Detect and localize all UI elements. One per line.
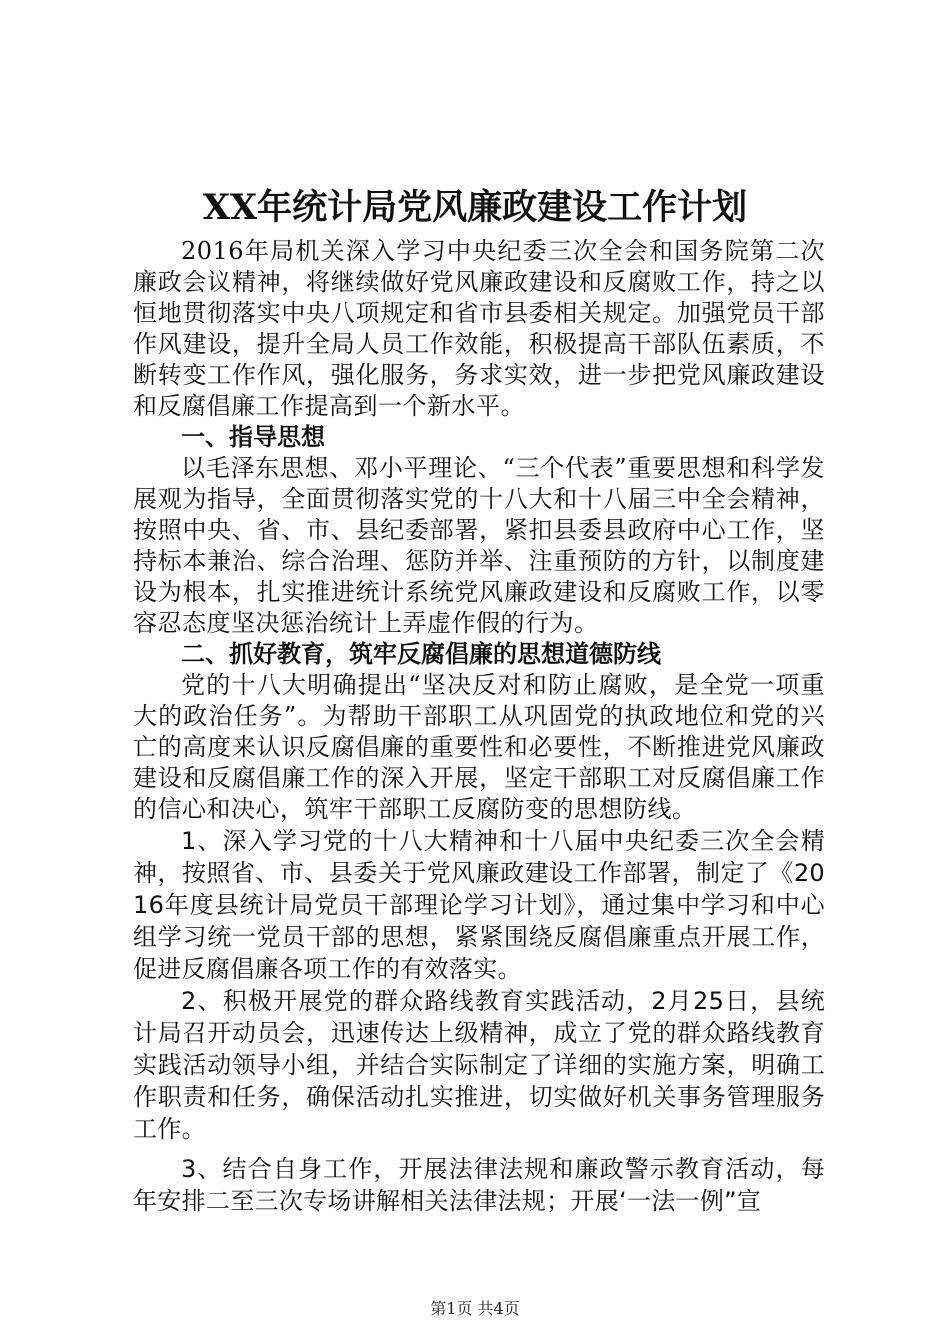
numbered-items [133, 825, 825, 1217]
section-heading-guiding-thought: 一、指导思想 [181, 423, 325, 451]
section-heading-education: 二、抓好教育，筑牢反腐倡廉的思想道德防线 [181, 640, 661, 668]
document-body [133, 236, 825, 1217]
paragraph-guiding-thought: 以毛泽东思想、邓小平理论、“三个代表”重要思想和科学发展观为指导，全面贯彻落实党的十八大和十八届三中全会精神，按照中央、省、市、县纪委部署，紧扣县委县政府中心工作，坚持标本兼治、综合治理、惩防并举、注重预防的方针，以制度建设为根本，扎实推进统计系统党风廉政建设和反腐败工作，以零容忍态度坚决惩治统计上弄虚作假的行为。 [133, 454, 825, 637]
paragraph-education: 党的十八大明确提出“坚决反对和防止腐败，是全党一项重大的政治任务”。为帮助干部职工从巩固党的执政地位和党的兴亡的高度来认识反腐倡廉的重要性和必要性，不断推进党风廉政建设和反腐倡廉工作的深入开展，坚定干部职工对反腐倡廉工作的信心和决心，筑牢干部职工反腐防变的思想防线。 [133, 671, 825, 823]
document-title: XX年统计局党风廉政建设工作计划 [202, 187, 748, 228]
list-item: 3、结合自身工作，开展法律法规和廉政警示教育活动，每年安排二至三次专场讲解相关法律法规；开展‘一法一例”宣 [133, 1155, 825, 1215]
list-item: 1、深入学习党的十八大精神和十八届中央纪委三次全会精神，按照省、市、县委关于党风廉政建设工作部署，制定了《2016年度县统计局党员干部理论学习计划》，通过集中学习和中心组学习统一党员干部的思想，紧紧围绕反腐倡廉重点开展工作，促进反腐倡廉各项工作的有效落实。 [133, 827, 825, 983]
paragraph-intro: 2016年局机关深入学习中央纪委三次全会和国务院第二次廉政会议精神，将继续做好党风廉政建设和反腐败工作，持之以恒地贯彻落实中央八项规定和省市县委相关规定。加强党员干部作风建设，提升全局人员工作效能，积极提高干部队伍素质，不断转变工作作风，强化服务，务求实效，进一步把党风廉政建设和反腐倡廉工作提高到一个新水平。 [133, 237, 825, 420]
list-item: 2、积极开展党的群众路线教育实践活动，2月25日，县统计局召开动员会，迅速传达上级精神，成立了党的群众路线教育实践活动领导小组，并结合实际制定了详细的实施方案，明确工作职责和任务，确保活动扎实推进，切实做好机关事务管理服务工作。 [133, 987, 825, 1143]
page-number: 第1页 共4页 [430, 1299, 520, 1318]
